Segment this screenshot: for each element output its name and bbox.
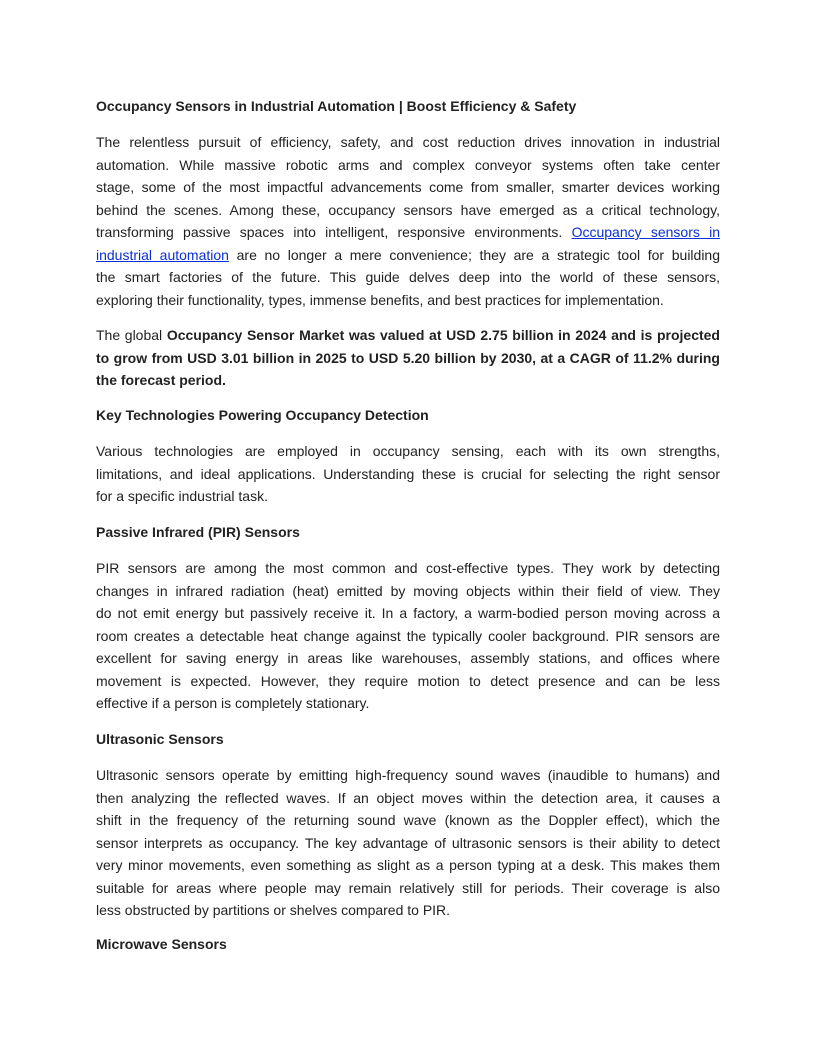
text-run: do not emit energy but passively receive it. In a factory, a warm-bodied person moving across a	[96, 605, 720, 621]
text-run: for a specific industrial task.	[96, 488, 268, 504]
text-line	[96, 557, 720, 580]
text-line	[96, 347, 720, 370]
text-line	[96, 131, 720, 154]
text-run: excellent for saving energy in areas like warehouses, assembly stations, and offices where	[96, 650, 720, 666]
text-line	[96, 764, 720, 787]
intro-paragraph	[96, 131, 720, 311]
text-run: Various technologies are employed in occupancy sensing, each with its own strengths,	[96, 443, 720, 459]
text-run: less obstructed by partitions or shelves compared to PIR.	[96, 902, 451, 918]
text-run: are no longer a mere convenience; they are a strategic tool for building	[228, 246, 720, 263]
text-run: behind the scenes. Among these, occupancy sensors have emerged as a critical technology,	[96, 201, 720, 218]
text-run: The global	[96, 327, 167, 343]
text-run: limitations, and ideal applications. Understanding these is crucial for selecting the right sensor	[96, 465, 720, 482]
text-run: The relentless pursuit of efficiency, safety, and cost reduction drives innovation in industrial	[96, 134, 720, 150]
section-heading-key-technologies: Key Technologies Powering Occupancy Detection	[96, 407, 429, 423]
text-run: exploring their functionality, types, immense benefits, and best practices for implementation.	[96, 291, 664, 308]
text-line	[96, 877, 720, 900]
bold-text: to grow from USD 3.01 billion in 2025 to USD 5.20 billion by 2030, at a CAGR of 11.2% during	[96, 349, 720, 366]
text-line	[96, 602, 720, 625]
text-line	[96, 854, 720, 877]
text-run: the smart factories of the future. This guide delves deep into the world of these sensors,	[96, 269, 720, 285]
text-run: effective if a person is completely stationary.	[96, 695, 370, 711]
text-run: then analyzing the reflected waves. If an object moves within the detection area, it causes a	[96, 789, 720, 806]
text-line	[96, 670, 720, 693]
occupancy-sensors-link[interactable]: industrial automation	[96, 246, 229, 263]
text-run: automation. While massive robotic arms and complex conveyor systems often take center	[96, 156, 720, 173]
text-run: Ultrasonic sensors operate by emitting high-frequency sound waves (inaudible to humans) and	[96, 767, 720, 783]
text-line	[96, 580, 720, 603]
text-line	[96, 463, 720, 486]
text-run: transforming passive spaces into intelligent, responsive environments.	[96, 224, 572, 240]
text-line	[96, 244, 720, 267]
text-line	[96, 899, 720, 922]
text-line	[96, 625, 720, 648]
section-heading-microwave: Microwave Sensors	[96, 936, 227, 952]
text-line	[96, 647, 720, 670]
section-heading-pir: Passive Infrared (PIR) Sensors	[96, 524, 300, 540]
text-line	[96, 787, 720, 810]
text-run: shift in the frequency of the returning sound wave (known as the Doppler effect), which the	[96, 812, 720, 828]
text-line	[96, 324, 720, 347]
text-line	[96, 692, 720, 715]
text-line	[96, 199, 720, 222]
text-line	[96, 440, 720, 463]
text-line	[96, 266, 720, 289]
text-run: PIR sensors are among the most common and cost-effective types. They work by detecting	[96, 560, 720, 576]
text-run: very minor movements, even something as slight as a person typing at a desk. This makes them	[96, 857, 720, 873]
ultrasonic-paragraph	[96, 764, 720, 922]
text-run: sensor interprets as occupancy. The key advantage of ultrasonic sensors is their ability to detect	[96, 834, 720, 851]
text-line	[96, 485, 720, 508]
text-line	[96, 809, 720, 832]
text-line	[96, 176, 720, 199]
text-line	[96, 832, 720, 855]
text-run: changes in infrared radiation (heat) emitted by moving objects within their field of view. They	[96, 582, 720, 599]
market-paragraph	[96, 324, 720, 392]
text-line	[96, 221, 720, 244]
text-run: movement is expected. However, they require motion to detect presence and can be less	[96, 672, 720, 689]
text-line	[96, 369, 720, 392]
bold-text: Occupancy Sensor Market was valued at USD 2.75 billion in 2024 and is projected	[166, 327, 720, 343]
text-line	[96, 154, 720, 177]
pir-paragraph	[96, 557, 720, 715]
bold-text: the forecast period.	[96, 372, 226, 388]
section-heading-ultrasonic: Ultrasonic Sensors	[96, 731, 224, 747]
occupancy-sensors-link[interactable]: Occupancy sensors in	[571, 224, 720, 240]
technologies-paragraph	[96, 440, 720, 508]
text-run: suitable for areas where people may remain relatively still for periods. Their coverage is also	[96, 879, 720, 896]
text-line	[96, 289, 720, 312]
text-run: room creates a detectable heat change against the typically cooler background. PIR sensors are	[96, 627, 720, 644]
text-run: stage, some of the most impactful advancements come from smaller, smarter devices working	[96, 179, 720, 195]
document-title: Occupancy Sensors in Industrial Automation | Boost Efficiency & Safety	[96, 98, 577, 114]
